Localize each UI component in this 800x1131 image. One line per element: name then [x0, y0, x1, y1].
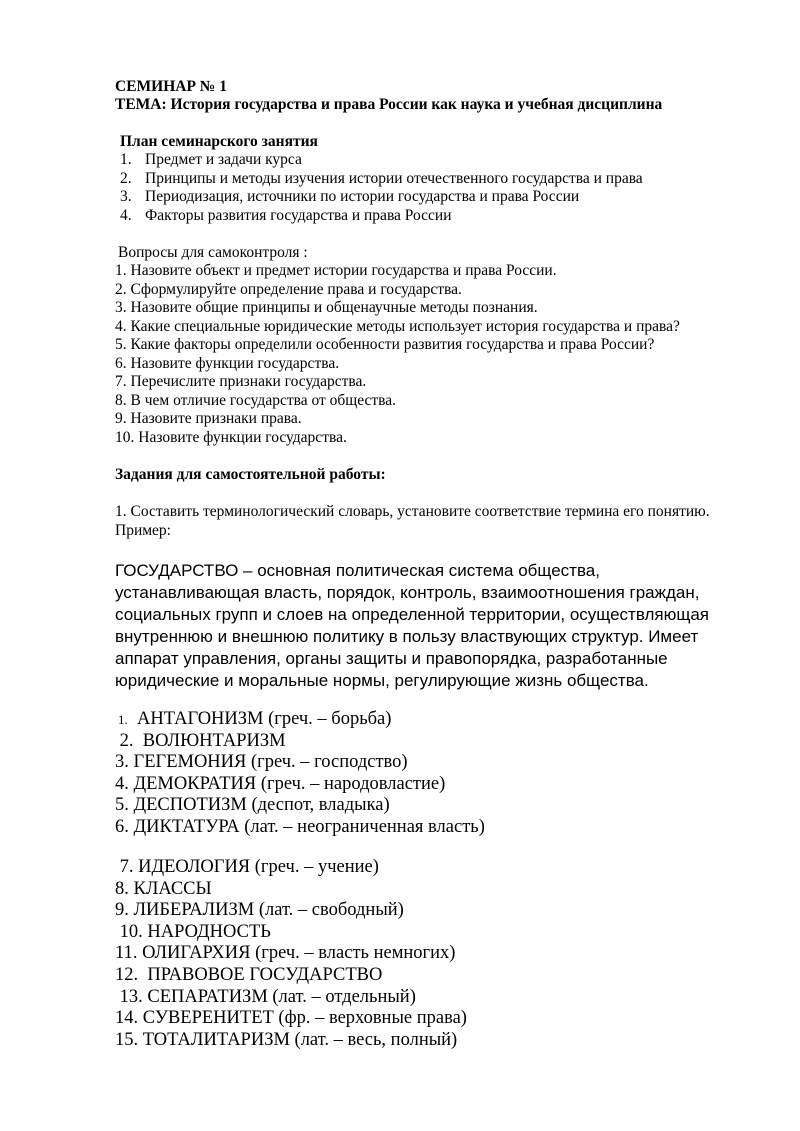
question-item: 10. Назовите функции государства.	[115, 429, 347, 446]
term-item: 5. ДЕСПОТИЗМ (деспот, владыка)	[115, 795, 390, 815]
example-line: аппарат управления, органы защиты и правопорядка, разработанные	[115, 649, 668, 668]
questions-title: Вопросы для самоконтроля :	[118, 244, 308, 261]
plan-item: 4. Факторы развития государства и права России	[120, 207, 452, 224]
term-item: 8. КЛАССЫ	[115, 879, 212, 899]
tasks-title: Задания для самостоятельной работы:	[115, 466, 386, 483]
term-item: 4. ДЕМОКРАТИЯ (греч. – народовластие)	[115, 774, 446, 794]
term-item: 9. ЛИБЕРАЛИЗМ (лат. – свободный)	[115, 900, 404, 920]
question-item: 7. Перечислите признаки государства.	[115, 373, 367, 390]
task-text: 1. Составить терминологический словарь, установите соответствие термина его понятию.	[115, 503, 710, 520]
question-item: 9. Назовите признаки права.	[115, 410, 302, 427]
question-item: 1. Назовите объект и предмет истории государства и права России.	[115, 262, 557, 279]
term-item: 7. ИДЕОЛОГИЯ (греч. – учение)	[115, 857, 379, 877]
question-item: 4. Какие специальные юридические методы использует история государства и права?	[115, 318, 680, 335]
term-item: 2. ВОЛЮНТАРИЗМ	[115, 731, 286, 751]
plan-item: 2. Принципы и методы изучения истории отечественного государства и права	[120, 170, 643, 187]
example-line: юридические и моральные нормы, регулирующие жизнь общества.	[115, 671, 649, 690]
plan-item: 3. Периодизация, источники по истории государства и права России	[120, 188, 580, 205]
term-item: 12. ПРАВОВОЕ ГОСУДАРСТВО	[115, 965, 383, 985]
term-item: 15. ТОТАЛИТАРИЗМ (лат. – весь, полный)	[115, 1030, 458, 1050]
term-item: 11. ОЛИГАРХИЯ (греч. – власть немногих)	[115, 943, 456, 963]
question-item: 6. Назовите функции государства.	[115, 355, 340, 372]
term-item: 10. НАРОДНОСТЬ	[115, 922, 271, 942]
question-item: 2. Сформулируйте определение права и государства.	[115, 281, 462, 298]
question-item: 3. Назовите общие принципы и общенаучные методы познания.	[115, 299, 538, 316]
question-item: 8. В чем отличие государства от общества.	[115, 392, 397, 409]
example-line: устанавливающая власть, порядок, контроль, взаимоотношения граждан,	[115, 583, 700, 602]
plan-title: План семинарского занятия	[120, 133, 318, 150]
question-item: 5. Какие факторы определили особенности развития государства и права России?	[115, 336, 655, 353]
task-example-label: Пример:	[115, 522, 171, 539]
plan-item: 1. Предмет и задачи курса	[120, 151, 302, 168]
term-item: 14. СУВЕРЕНИТЕТ (фр. – верховные права)	[115, 1008, 467, 1028]
seminar-number: СЕМИНАР № 1	[115, 78, 228, 95]
example-line: социальных групп и слоев на определенной территории, осуществляющая	[115, 605, 709, 624]
example-line: внутреннюю и внешнюю политику в пользу властвующих структур. Имеет	[115, 627, 699, 646]
term-item: 3. ГЕГЕМОНИЯ (греч. – господство)	[115, 752, 408, 772]
example-line: ГОСУДАРСТВО – основная политическая система общества,	[115, 561, 600, 580]
term-item: 1. АНТАГОНИЗМ (греч. – борьба)	[118, 709, 392, 729]
seminar-topic: ТЕМА: История государства и права России как наука и учебная дисциплина	[115, 96, 663, 113]
term-item: 6. ДИКТАТУРА (лат. – неограниченная власть)	[115, 817, 485, 837]
term-item: 13. СЕПАРАТИЗМ (лат. – отдельный)	[115, 987, 416, 1007]
